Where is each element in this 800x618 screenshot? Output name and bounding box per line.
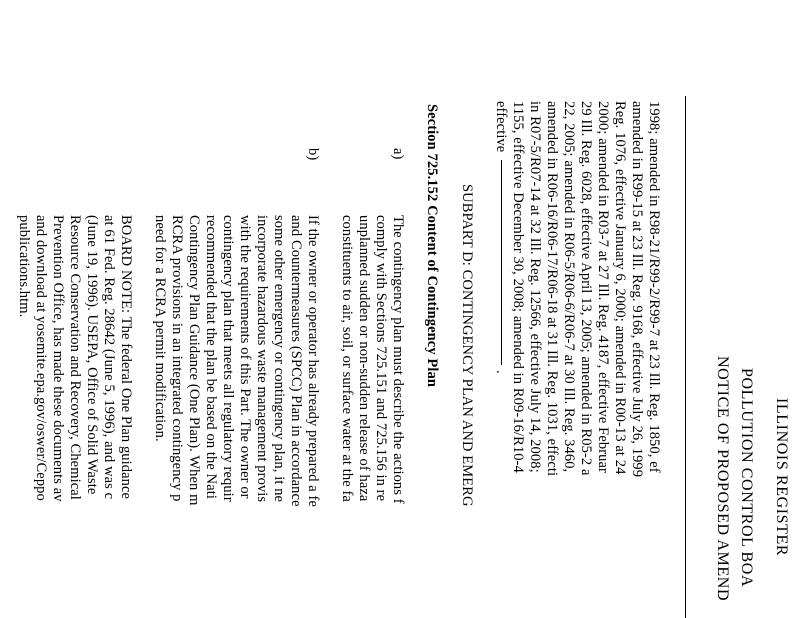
item-b-line: and Countermeasures (SPCC) Plan in accordance xyxy=(288,215,304,507)
effective-blank xyxy=(501,160,502,365)
item-a-line: The contingency plan must describe the actions f xyxy=(390,215,406,504)
item-b-line: RCRA provisions in an integrated contingency p xyxy=(169,215,185,502)
source-line: Reg. 1076, effective January 6, 2000; amended in R00-13 at 24 xyxy=(612,101,628,475)
register-title: ILLINOIS REGISTER xyxy=(773,398,790,557)
item-b-line: incorporate hazardous waste management provis xyxy=(254,215,270,503)
notice-title: NOTICE OF PROPOSED AMEND xyxy=(714,356,731,602)
board-note-line: Prevention Office, has made these documents av xyxy=(50,215,66,502)
section-heading: Section 725.152 Content of Contingency Plan xyxy=(424,104,440,388)
item-a-line: comply with Sections 725.151 and 725.156 in re xyxy=(373,215,389,502)
board-note-line: (June 19, 1996). USEPA, Office of Solid Waste xyxy=(84,215,100,495)
source-line: 2000; amended in R03-7 at 27 Ill. Reg. 4187, effective Februar xyxy=(595,101,611,473)
item-b-label: b) xyxy=(305,148,321,161)
subpart-title: SUBPART D: CONTINGENCY PLAN AND EMERG xyxy=(459,184,475,507)
board-note-line: at 61 Fed. Reg. 28642 (June 5, 1996), and was c xyxy=(101,215,117,500)
item-b-line: contingency plan that meets all regulatory requir xyxy=(220,215,236,502)
source-line: 22, 2005; amended in R06-5/R06-6/R06-7 at 30 Ill. Reg. 3460, xyxy=(561,101,577,473)
source-line: amended in R99-15 at 23 Ill. Reg. 9168, effective July 26, 1999 xyxy=(629,101,645,478)
item-b-line: some other emergency or contingency plan, it ne xyxy=(271,215,287,503)
item-b-line: need for a RCRA permit modification. xyxy=(152,215,168,442)
source-line: effective xyxy=(493,101,509,153)
board-note-line: BOARD NOTE: The federal One Plan guidance xyxy=(118,215,134,500)
item-b-line: with the requirements of this Part. The owner or xyxy=(237,215,253,499)
item-b-line: Contingency Plan Guidance (One Plan). When m xyxy=(186,215,202,506)
board-note-line: and download at yosemite.epa.gov/oswer/Ceppo xyxy=(33,215,49,501)
header-rule xyxy=(685,96,686,618)
source-line: amended in R06-16/R06-17/R06-18 at 31 Ill. Reg. 1031, effecti xyxy=(544,101,560,477)
item-b-line: recommended that the plan be based on the Nati xyxy=(203,215,219,500)
board-note-line: publications.htm. xyxy=(16,215,32,318)
board-note-line: Resource Conservation and Recovery, Chemical xyxy=(67,215,83,500)
item-a-line: constituents to air, soil, or surface water at the fa xyxy=(339,215,355,502)
source-line: 1998; amended in R98-21/R99-2/R99-7 at 23 Ill. Reg. 1850, ef xyxy=(646,101,662,473)
item-a-label: a) xyxy=(390,148,406,160)
source-line: 29 Ill. Reg. 6028, effective April 13, 2005; amended in R05-2 a xyxy=(578,101,594,476)
item-b-line: If the owner or operator has already prepared a fe xyxy=(305,215,321,508)
board-title: POLLUTION CONTROL BOA xyxy=(738,368,755,588)
source-line: 1155, effective December 30, 2008; amended in R09-16/R10-4 xyxy=(510,101,526,473)
item-a-line: unplanned sudden or non-sudden release of haza xyxy=(356,215,372,502)
effective-period: . xyxy=(493,370,509,374)
source-line: in R07-5/R07-14 at 32 Ill. Reg. 12566, effective July 14, 2008; xyxy=(527,101,543,473)
